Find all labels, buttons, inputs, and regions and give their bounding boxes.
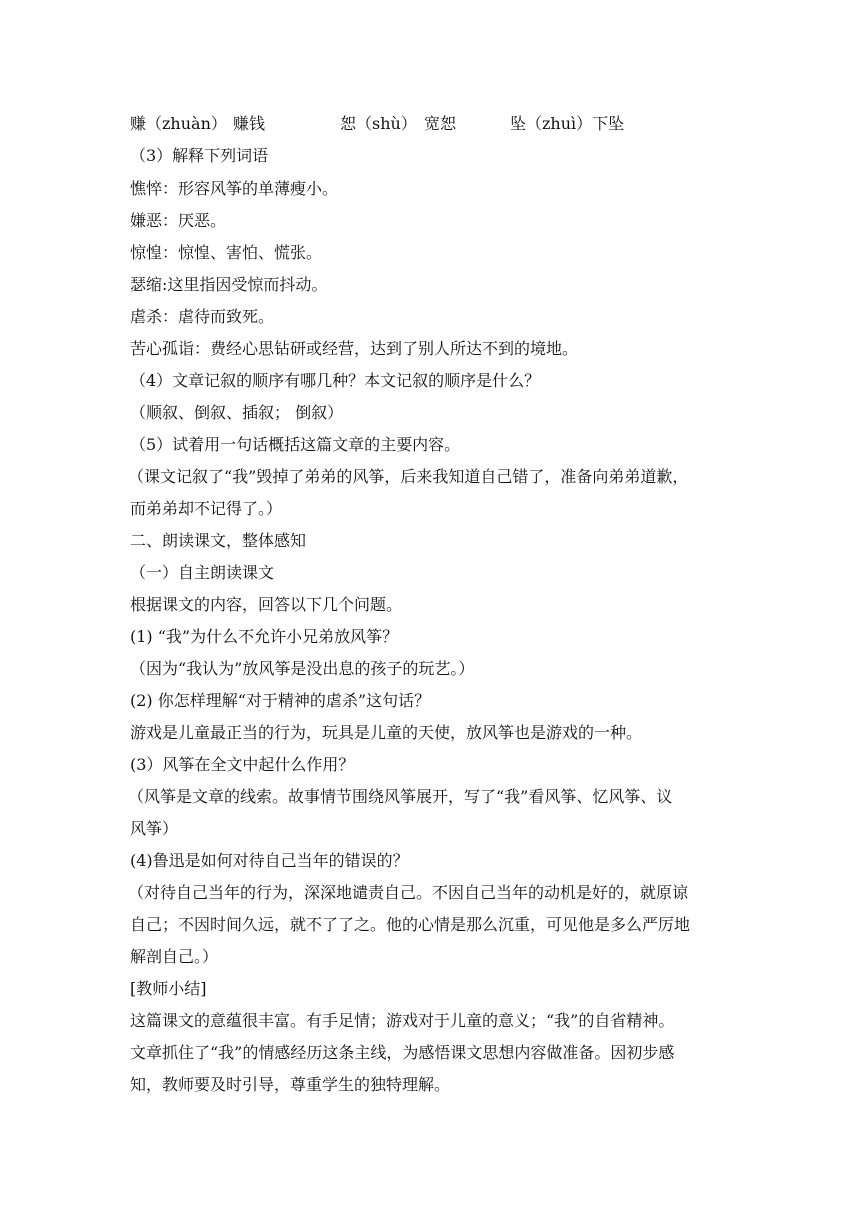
subsection-1-heading: （一）自主朗读课文 <box>130 563 275 582</box>
teacher-summary-heading: [教师小结] <box>130 979 207 998</box>
summary-line-2: 文章抓住了“我”的情感经历这条主线，为感悟课文思想内容做准备。因初步感 <box>130 1043 675 1062</box>
answer-item-3-line-1: （风筝是文章的线索。故事情节围绕风筝展开，写了“我”看风筝、忆风筝、议 <box>128 787 673 806</box>
definition-line: 虐杀：虐待而致死。 <box>130 307 275 326</box>
instruction-line: 根据课文的内容，回答以下几个问题。 <box>130 595 403 614</box>
question-4: （4）文章记叙的顺序有哪几种？本文记叙的顺序是什么？ <box>130 371 541 390</box>
pinyin-word-2-example: 宽恕 <box>424 114 457 133</box>
definition-line: 苦心孤诣：费经心思钻研或经营，达到了别人所达不到的境地。 <box>130 339 579 358</box>
answer-4: （顺叙、倒叙、插叙； 倒叙） <box>130 403 344 422</box>
answer-item-2: 游戏是儿童最正当的行为，玩具是儿童的天使，放风筝也是游戏的一种。 <box>130 723 643 742</box>
answer-item-1: （因为“我认为”放风筝是没出息的孩子的玩艺。） <box>130 659 475 678</box>
answer-5-line-2: 而弟弟却不记得了。） <box>130 499 283 518</box>
answer-item-3-line-2: 风筝） <box>130 819 179 838</box>
answer-5-line-1: （课文记叙了“我”毁掉了弟弟的风筝，后来我知道自己错了，准备向弟弟道歉， <box>128 467 689 486</box>
definition-line: 惊惶：惊惶、害怕、慌张。 <box>130 243 323 262</box>
pinyin-word-3: 坠（zhuì）下坠 <box>510 114 625 133</box>
section-2-heading: 二、朗读课文，整体感知 <box>130 531 307 550</box>
summary-line-3: 知，教师要及时引导，尊重学生的独特理解。 <box>130 1075 451 1094</box>
question-item-1: (1) “我”为什么不允许小兄弟放风筝？ <box>130 627 399 646</box>
answer-item-4-line-3: 解剖自己。） <box>130 947 219 966</box>
pinyin-row <box>130 114 770 134</box>
pinyin-word-2: 恕（shù） <box>340 114 417 133</box>
summary-line-1: 这篇课文的意蕴很丰富。有手足情；游戏对于儿童的意义；“我”的自省精神。 <box>130 1011 675 1030</box>
answer-item-4-line-1: （对待自己当年的行为，深深地谴责自己。不因自己当年的动机是好的，就原谅 <box>128 883 689 902</box>
question-item-2: (2) 你怎样理解“对于精神的虐杀”这句话？ <box>130 691 431 710</box>
pinyin-word-1-example: 赚钱 <box>233 114 266 133</box>
definition-line: 憔悴：形容风筝的单薄瘦小。 <box>130 179 339 198</box>
definition-line: 瑟缩:这里指因受惊而抖动。 <box>130 275 328 294</box>
definition-line: 嫌恶：厌恶。 <box>130 211 227 230</box>
question-5: （5）试着用一句话概括这篇文章的主要内容。 <box>130 435 461 454</box>
answer-item-4-line-2: 自己；不因时间久远，就不了了之。他的心情是那么沉重，可见他是多么严厉地 <box>130 915 691 934</box>
question-3-heading: （3）解释下列词语 <box>130 146 269 165</box>
pinyin-word-1: 赚（zhuàn） <box>130 114 227 133</box>
question-item-4: (4)鲁迅是如何对待自己当年的错误的？ <box>130 851 409 870</box>
question-item-3: (3）风筝在全文中起什么作用？ <box>130 755 355 774</box>
